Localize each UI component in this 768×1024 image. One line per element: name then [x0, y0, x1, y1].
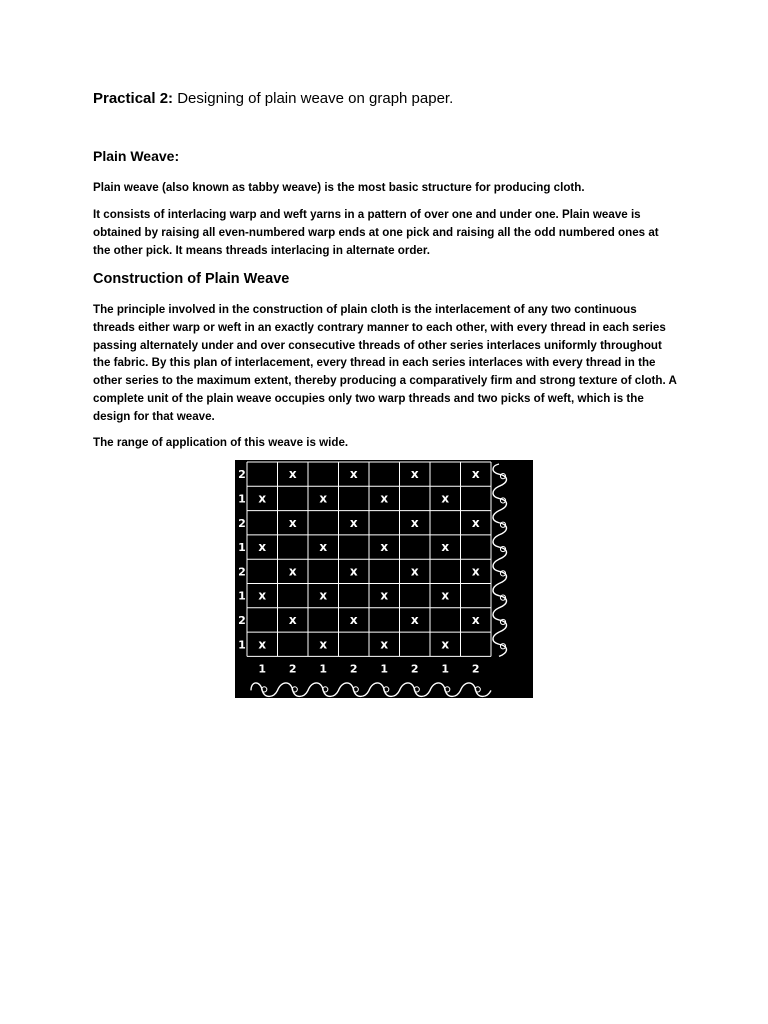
column-label: 2 — [471, 662, 480, 676]
weave-mark: x — [349, 467, 358, 482]
practical-number: Practical 2: — [93, 90, 174, 107]
weave-mark: x — [410, 467, 419, 482]
row-label: 2 — [238, 468, 246, 482]
weave-mark: x — [380, 491, 389, 506]
paragraph-definition: Plain weave (also known as tabby weave) is the most basic structure for producing cloth. — [93, 181, 585, 194]
weave-mark: x — [319, 491, 328, 506]
row-label: 1 — [238, 589, 246, 603]
weave-mark: x — [288, 564, 297, 579]
weave-mark: x — [380, 588, 389, 603]
weave-mark: x — [380, 637, 389, 652]
paragraph-description: It consists of interlacing warp and weft yarns in a pattern of over one and under one. Plain weave is obtained by raising all even-numbered warp ends at one pick and raising all the odd numbered ones at the other pick. It means threads interlacing in alternate order. — [93, 208, 659, 257]
weave-mark: x — [319, 637, 328, 652]
weave-mark: x — [319, 540, 328, 555]
weave-mark: x — [380, 540, 389, 555]
row-label: 2 — [238, 613, 246, 627]
weave-mark: x — [349, 612, 358, 627]
practical-topic: Designing of plain weave on graph paper. — [177, 90, 454, 107]
weave-mark: x — [288, 515, 297, 530]
weave-mark: x — [349, 515, 358, 530]
weave-mark: x — [258, 588, 267, 603]
weave-mark: x — [258, 491, 267, 506]
weave-mark: x — [349, 564, 358, 579]
weave-mark: x — [288, 467, 297, 482]
paragraph-construction: The principle involved in the construction of plain cloth is the interlacement of any two continuous threads either warp or weft in an exactly contrary manner to each other, with every thread in each series passing alternately under and over consecutive threads of other series interlaces uniformly throughout the fabric. By this plan of interlacement, every thread in each series interlaces with every thread in the other series to the maximum extent, thereby producing a comparatively firm and strong texture of cloth. A complete unit of the plain weave occupies only two warp threads and two picks of weft, which is the design for that weave. — [93, 303, 677, 423]
column-label: 2 — [349, 662, 358, 676]
row-label: 1 — [238, 541, 246, 555]
weave-mark: x — [441, 540, 450, 555]
weave-mark: x — [441, 491, 450, 506]
plain-weave-diagram — [235, 460, 533, 698]
column-label: 1 — [319, 662, 328, 676]
weave-mark: x — [471, 515, 480, 530]
row-label: 2 — [238, 565, 246, 579]
row-label: 2 — [238, 516, 246, 530]
column-label: 1 — [258, 662, 267, 676]
row-label: 1 — [238, 638, 246, 652]
weave-mark: x — [471, 564, 480, 579]
practical-title — [93, 89, 453, 109]
weave-mark: x — [441, 588, 450, 603]
weave-mark: x — [258, 637, 267, 652]
weave-mark: x — [410, 515, 419, 530]
weave-mark: x — [258, 540, 267, 555]
weave-mark: x — [471, 467, 480, 482]
paragraph-application: The range of application of this weave is wide. — [93, 436, 349, 449]
column-label: 1 — [441, 662, 450, 676]
row-label: 1 — [238, 492, 246, 506]
weave-mark: x — [410, 612, 419, 627]
weave-mark: x — [288, 612, 297, 627]
heading-construction: Construction of Plain Weave — [93, 271, 290, 287]
column-label: 2 — [410, 662, 419, 676]
column-label: 1 — [380, 662, 389, 676]
weave-mark: x — [410, 564, 419, 579]
weave-mark: x — [471, 612, 480, 627]
heading-plain-weave: Plain Weave: — [93, 148, 180, 164]
weave-mark: x — [441, 637, 450, 652]
column-label: 2 — [288, 662, 297, 676]
weave-mark: x — [319, 588, 328, 603]
